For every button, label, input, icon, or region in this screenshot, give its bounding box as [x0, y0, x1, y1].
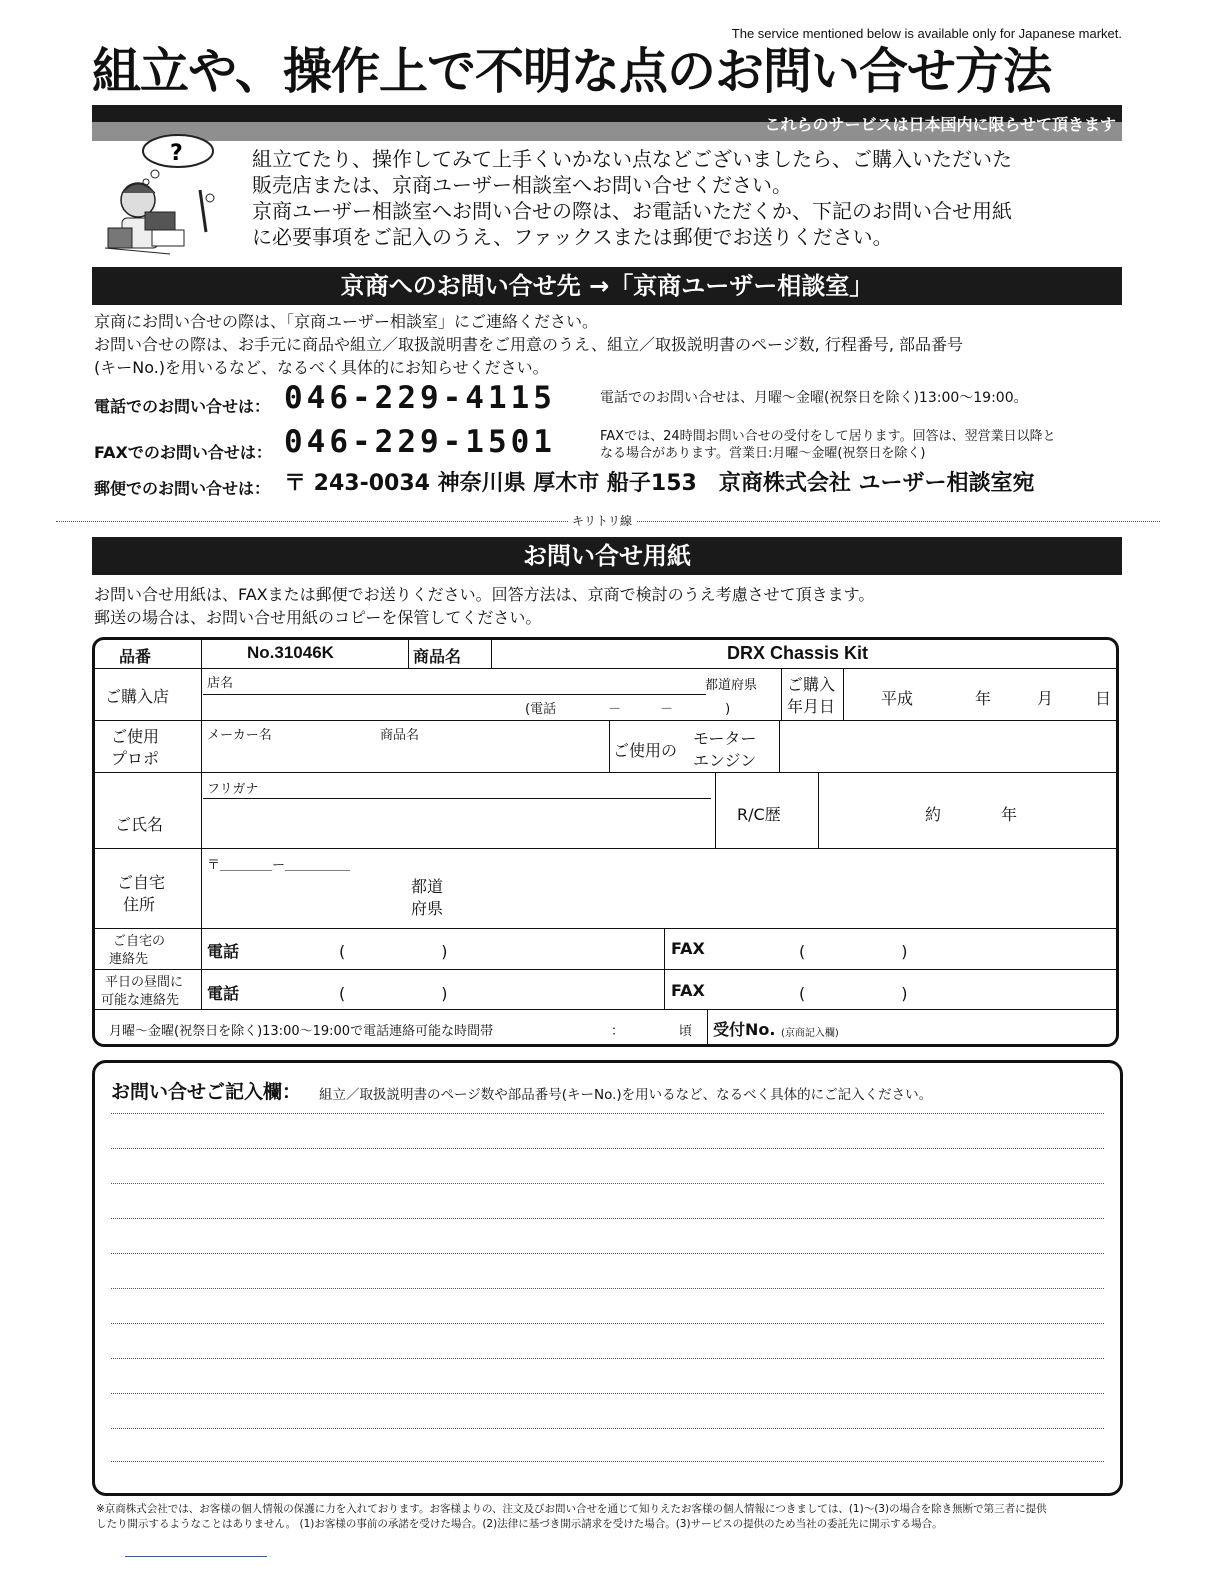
fax-note [600, 428, 1056, 462]
engine-option[interactable]: エンジン [693, 751, 757, 770]
contact-description [94, 310, 1124, 379]
era-label: 平成 [881, 689, 914, 708]
title-subtitle: これらのサービスは日本国内に限らせて頂きます [764, 115, 1116, 134]
mail-label: 郵便でのお問い合せは： [94, 479, 271, 498]
home-tel-label: 電話 [207, 942, 240, 961]
inquiry-label: お問い合せご記入欄： [111, 1081, 302, 1103]
postal-code-field[interactable]: 〒＿＿＿＿ー＿＿＿＿＿ [207, 858, 351, 873]
receipt-number-label: 受付No. [713, 1020, 776, 1039]
prefecture-label-1: 都道 [411, 877, 444, 896]
using-label: ご使用の [613, 741, 678, 760]
maker-label: メーカー名 [207, 728, 272, 743]
form-section-title: お問い合せ用紙 [92, 537, 1122, 575]
day-label: 日 [1095, 689, 1112, 708]
contact-section-title: 京商へのお問い合せ先 →「京商ユーザー相談室」 [92, 267, 1122, 305]
prefecture-label-2: 府県 [411, 899, 444, 918]
form-line: お問い合せ用紙は、FAXまたは郵便でお送りください。回答方法は、京商で検討のうえ考慮させて頂きます。 [94, 585, 875, 604]
fax-note-line: なる場合があります。営業日:月曜～金曜(祝祭日を除く) [600, 446, 926, 461]
prefecture-label: 都道府県 [705, 678, 758, 693]
day-tel-label: 電話 [207, 984, 240, 1003]
footer-link-underline [125, 1556, 267, 1557]
purchase-date-label-2: 年月日 [787, 697, 836, 716]
propo-label-1: ご使用 [111, 727, 160, 746]
intro-line: 京商ユーザー相談室へお問い合せの際は、お電話いただくか、下記のお問い合せ用紙 [252, 199, 1012, 223]
market-note: The service mentioned below is available only for Japanese market. [731, 26, 1122, 41]
motor-option[interactable]: モーター [693, 729, 757, 748]
page-title: 組立や、操作上で不明な点のお問い合せ方法 [92, 43, 1052, 100]
day-tel-field[interactable]: ( ) [339, 984, 448, 1003]
intro-line: に必要事項をご記入のうえ、ファックスまたは郵便でお送りください。 [252, 225, 893, 249]
year-label: 年 [975, 689, 992, 708]
mail-address: 〒 243-0034 神奈川県 厚木市 船子153 京商株式会社 ユーザー相談室宛 [284, 471, 1035, 496]
contact-line: お問い合せの際は、お手元に商品や組立／取扱説明書をご用意のうえ、組立／取扱説明書のページ数, 行程番号, 部品番号 [94, 335, 963, 354]
address-label-2: 住所 [123, 895, 156, 914]
cut-line-label: キリトリ線 [568, 512, 636, 529]
furigana-label: フリガナ [207, 782, 259, 797]
home-fax-label: FAX [671, 939, 705, 958]
inquiry-note: 組立／取扱説明書のページ数や部品番号(キーNo.)を用いるなど、なるべく具体的にご記入ください。 [319, 1087, 933, 1103]
contact-hours-approx: 頃 [679, 1024, 693, 1039]
contact-line: 京商にお問い合せの際は、「京商ユーザー相談室」にご連絡ください。 [94, 312, 599, 331]
day-fax-label: FAX [671, 981, 705, 1000]
product-name: DRX Chassis Kit [727, 643, 869, 663]
form-line: 郵送の場合は、お問い合せ用紙のコピーを保管してください。 [94, 608, 542, 627]
contact-hours-colon[interactable]: ： [611, 1024, 625, 1039]
form-description [94, 583, 1124, 629]
privacy-line: したり開示するようなことはありません。 (1)お客様の事前の承諾を受けた場合。(2)法律に基づき開示請求を受けた場合。(3)サービスの提供のため当社の委託先に開示する場合。 [96, 1518, 943, 1530]
shop-name-label: 店名 [207, 676, 234, 691]
phone-hours-note: 電話でのお問い合せは、月曜～金曜(祝祭日を除く)13:00～19:00。 [600, 390, 1028, 406]
product-name-label: 商品名 [413, 647, 462, 666]
home-contact-label-2: 連絡先 [109, 952, 149, 967]
svg-text:?: ? [170, 141, 183, 166]
phone-number[interactable]: 046-229-4115 [284, 380, 556, 416]
phone-label: 電話でのお問い合せは： [94, 397, 271, 416]
about-label: 約 [925, 805, 942, 824]
month-label: 月 [1037, 689, 1054, 708]
address-label-1: ご自宅 [117, 873, 166, 892]
title-bar [92, 105, 1122, 141]
privacy-notice [96, 1502, 1126, 1532]
day-fax-field[interactable]: ( ) [799, 984, 908, 1003]
contact-hours-label: 月曜～金曜(祝祭日を除く)13:00～19:00で電話連絡可能な時間帯 [109, 1024, 494, 1039]
item-number-label: 品番 [119, 647, 152, 666]
privacy-line: ※京商株式会社では、お客様の個人情報の保護に力を入れております。お客様よりの、注文及びお問い合せを通じて知りえたお客様の個人情報につきましては、(1)～(3)の場合を除き無断で第三者に提供 [96, 1503, 1047, 1515]
inquiry-box[interactable] [92, 1060, 1123, 1496]
intro-line: 販売店または、京商ユーザー相談室へお問い合せください。 [252, 173, 792, 197]
day-contact-label-2: 可能な連絡先 [101, 993, 180, 1008]
purchase-date-label-1: ご購入 [787, 675, 836, 694]
rc-years-label: 年 [1001, 805, 1018, 824]
item-number: No.31046K [247, 643, 334, 662]
intro-line: 組立てたり、操作してみて上手くいかない点などございましたら、ご購入いただいた [252, 147, 1012, 171]
home-tel-field[interactable]: ( ) [339, 942, 448, 961]
propo-product-label: 商品名 [380, 728, 420, 743]
fax-label: FAXでのお問い合せは： [94, 443, 272, 462]
receipt-number-note: (京商記入欄) [781, 1028, 839, 1039]
confused-person-illustration [100, 130, 230, 260]
rc-history-label: R/C歴 [737, 805, 781, 824]
fax-note-line: FAXでは、24時間お問い合せの受付をして居ります。回答は、翌営業日以降と [600, 429, 1056, 444]
inquiry-form-table [92, 637, 1119, 1047]
name-label: ご氏名 [115, 815, 164, 834]
home-fax-field[interactable]: ( ) [799, 942, 908, 961]
home-contact-label-1: ご自宅の [113, 934, 166, 949]
shop-label: ご購入店 [105, 687, 170, 706]
propo-label-2: プロポ [111, 749, 160, 768]
contact-line: (キーNo.)を用いるなど、なるべく具体的にお知らせください。 [94, 358, 549, 377]
fax-number[interactable]: 046-229-1501 [284, 424, 556, 460]
intro-text [252, 146, 1132, 250]
shop-phone-field[interactable]: (電話 － － ) [525, 702, 731, 717]
day-contact-label-1: 平日の昼間に [105, 975, 184, 990]
